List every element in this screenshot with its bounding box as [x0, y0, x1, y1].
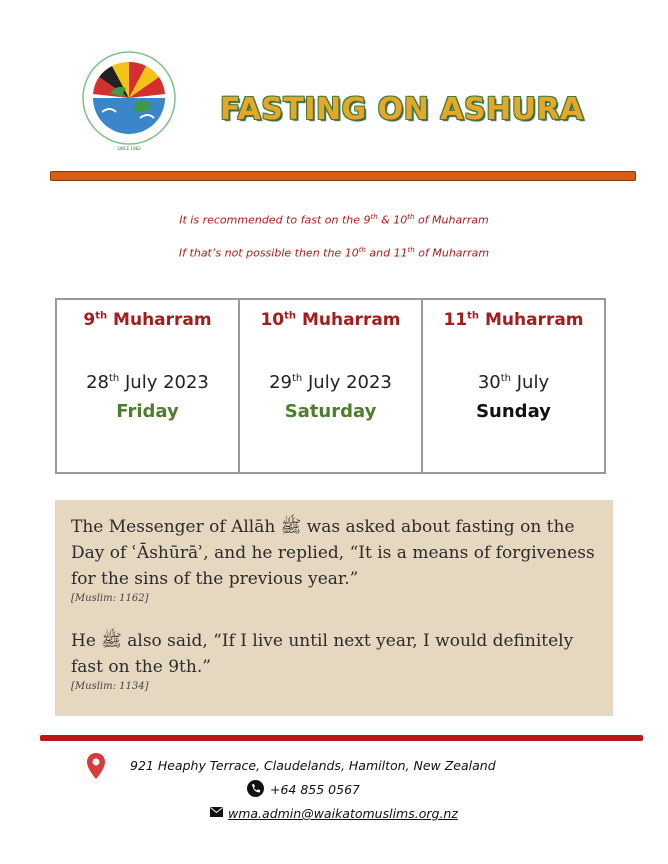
bottom-divider-bar: [40, 735, 643, 741]
hadith-reference-2: [Muslim: 1134]: [71, 681, 149, 692]
date-column-9-muharram: [57, 300, 240, 472]
hadith-quote-box: [55, 500, 613, 716]
dates-table: [55, 298, 606, 474]
hijri-date: 10th Muharram: [260, 310, 401, 330]
gregorian-date: 29th July 2023: [269, 372, 392, 393]
address-text: 921 Heaphy Terrace, Claudelands, Hamilton, New Zealand: [130, 758, 496, 773]
email-link[interactable]: wma.admin@waikatomuslims.org.nz: [228, 806, 458, 821]
weekday: Friday: [116, 401, 179, 422]
hijri-date: 11th Muharram: [443, 310, 584, 330]
gregorian-date: 30th July: [477, 372, 550, 393]
gregorian-date: 28th July 2023: [86, 372, 209, 393]
page-title: FASTING ON ASHURA: [220, 92, 584, 127]
phone-number: +64 855 0567: [270, 782, 360, 797]
phone-icon: [247, 780, 264, 797]
date-column-11-muharram: [423, 300, 604, 472]
logo-since: SINCE 1982: [117, 146, 141, 151]
hadith-text-2: He ﷺ also said, “If I live until next year, I would definitely fast on the 9th.”: [71, 631, 574, 677]
weekday: Saturday: [284, 401, 377, 422]
weekday: Sunday: [476, 401, 551, 422]
hadith-reference-1: [Muslim: 1162]: [71, 593, 149, 604]
hadith-text-1: The Messenger of Allāh ﷺ was asked about fasting on the Day of ʿĀshūrāʾ, and he replied, “It is a means of forgiveness for the sins of the previous year.”: [71, 517, 595, 589]
envelope-icon: [210, 807, 223, 817]
recommendation-line-1: It is recommended to fast on the 9th & 10th of Muharram: [179, 213, 489, 227]
recommendation-line-2: If that’s not possible then the 10th and 11th of Muharram: [178, 246, 490, 260]
hijri-date: 9th Muharram: [83, 310, 212, 330]
top-divider-bar: [50, 171, 636, 181]
waikato-muslim-association-logo: [80, 46, 178, 162]
location-pin-icon: [86, 752, 106, 780]
date-column-10-muharram: [240, 300, 423, 472]
